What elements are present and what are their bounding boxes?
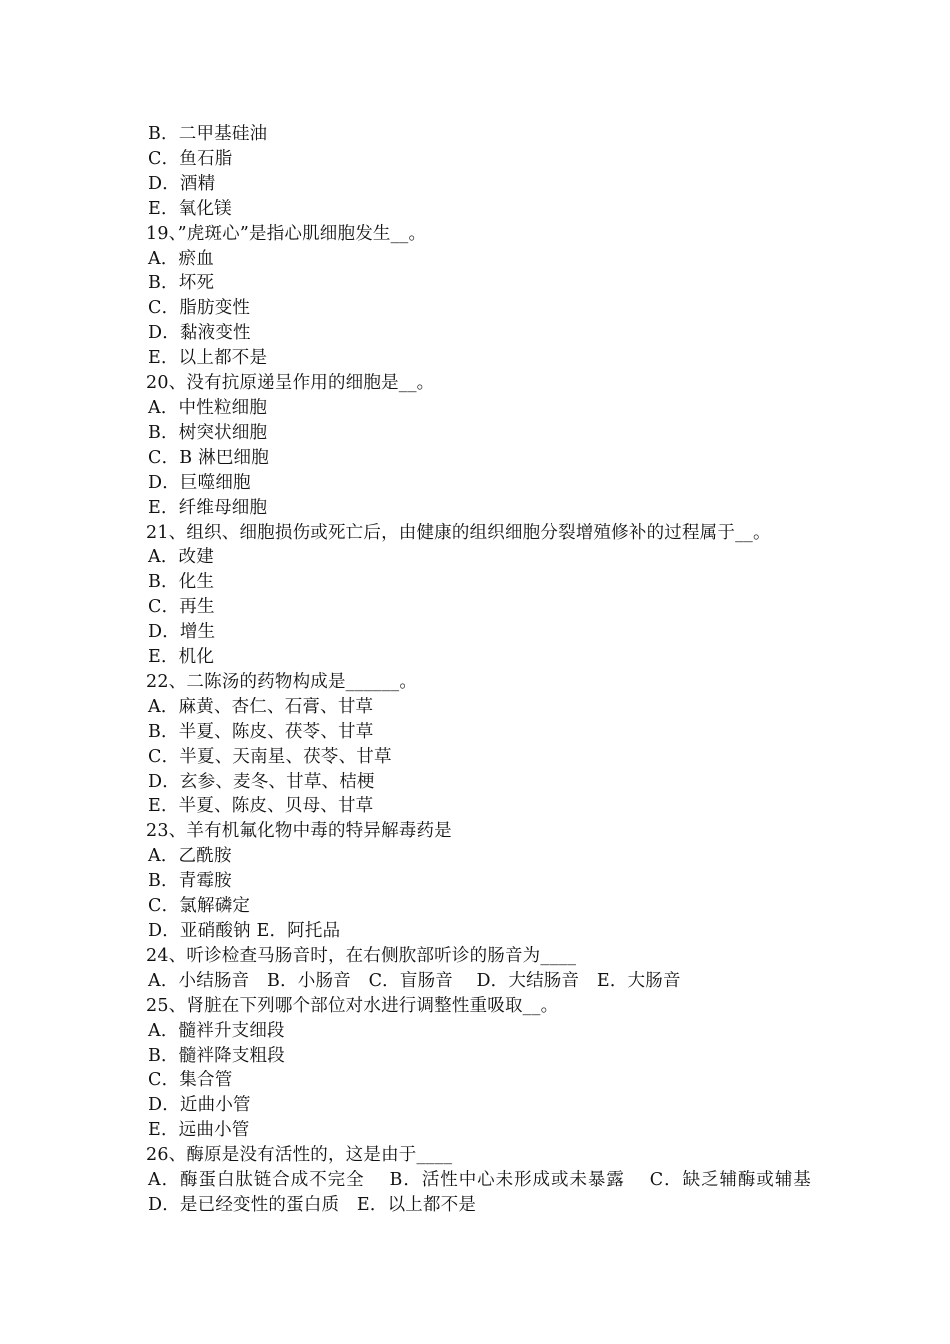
- option-line: A．乙酰胺: [148, 846, 232, 867]
- question-list: [146, 122, 829, 1218]
- option-line: B．化生: [148, 572, 215, 593]
- option-line: D．近曲小管: [148, 1095, 251, 1116]
- question-26-options: A．酶蛋白肽链合成不完全 B．活性中心未形成或未暴露 C．缺乏辅酶或辅基 D．是已经变性的蛋白质 E．以上都不是: [148, 1170, 829, 1215]
- option-line: D．玄参、麦冬、甘草、桔梗: [148, 771, 375, 792]
- option-line: B．树突状细胞: [148, 422, 268, 443]
- option-line: C．脂肪变性: [148, 298, 251, 319]
- question-23: 23、羊有机氟化物中毒的特异解毒药是: [146, 821, 452, 842]
- option-line: B．半夏、陈皮、茯苓、甘草: [148, 721, 374, 742]
- option-line: B．二甲基硅油: [148, 124, 268, 144]
- question-25: 25、肾脏在下列哪个部位对水进行调整性重吸取__。: [146, 995, 559, 1016]
- option-line: C．氯解磷定: [148, 896, 251, 917]
- option-line: A．中性粒细胞: [148, 397, 268, 418]
- option-line: C．半夏、天南星、茯苓、甘草: [148, 746, 392, 767]
- option-line: C．集合管: [148, 1070, 233, 1091]
- option-line: C．B 淋巴细胞: [148, 447, 269, 468]
- option-line: A．髓袢升支细段: [148, 1020, 285, 1041]
- option-line: E．机化: [148, 647, 215, 668]
- option-line: A．改建: [148, 547, 214, 568]
- option-line: E．远曲小管: [148, 1120, 250, 1141]
- option-line: D．增生: [148, 622, 216, 643]
- question-26: 26、酶原是没有活性的，这是由于____: [146, 1145, 453, 1166]
- option-line: D．巨噬细胞: [148, 472, 251, 493]
- option-line: E．半夏、陈皮、贝母、甘草: [148, 796, 374, 817]
- question-19: 19、”虎斑心”是指心肌细胞发生__。: [146, 223, 427, 244]
- question-21: 21、组织、细胞损伤或死亡后，由健康的组织细胞分裂增殖修补的过程属于__。: [146, 522, 771, 543]
- option-line: B．青霉胺: [148, 871, 232, 892]
- option-line: A．瘀血: [148, 248, 214, 269]
- option-line: A．麻黄、杏仁、石膏、甘草: [148, 696, 374, 717]
- option-line: E．纤维母细胞: [148, 497, 268, 518]
- option-line: D．亚硝酸钠 E．阿托品: [148, 921, 341, 941]
- option-line: C．再生: [148, 597, 215, 618]
- option-line: C．鱼石脂: [148, 148, 233, 169]
- option-line: E．氧化镁: [148, 198, 232, 219]
- option-line: D．黏液变性: [148, 323, 251, 344]
- option-line: B．坏死: [148, 273, 215, 294]
- question-24: 24、听诊检查马肠音时，在右侧肷部听诊的肠音为____: [146, 945, 577, 966]
- question-22: 22、二陈汤的药物构成是______。: [146, 671, 418, 692]
- option-line: D．酒精: [148, 173, 216, 194]
- option-line: E．以上都不是: [148, 348, 268, 369]
- question-20: 20、没有抗原递呈作用的细胞是__。: [146, 373, 435, 394]
- option-line: A．小结肠音 B．小肠音 C．盲肠音 D．大结肠音 E．大肠音: [148, 970, 681, 991]
- option-line: B．髓袢降支粗段: [148, 1045, 285, 1066]
